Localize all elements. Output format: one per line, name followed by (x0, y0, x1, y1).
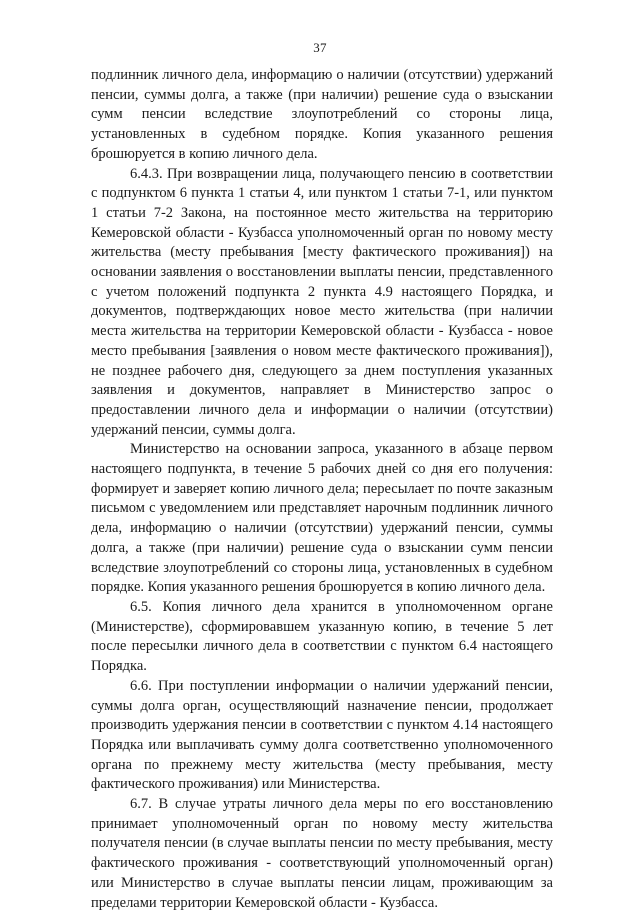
document-body (91, 66, 553, 913)
paragraph-continuation: подлинник личного дела, информацию о наличии (отсутствии) удержаний пенсии, суммы долга, а также (при наличии) решение суда о взыскании сумм пенсии вследствие злоупотреблений со стороны лица, установленных в судебном порядке. Копия указанного решения брошюруется в копию личного дела. (91, 67, 553, 162)
paragraph-6-5: 6.5. Копия личного дела хранится в уполномоченном органе (Министерстве), сформировавшем указанную копию, в течение 5 лет после пересылки личного дела в соответствии с пунктом 6.4 настоящего Порядка. (91, 598, 553, 675)
page-number: 37 (313, 40, 327, 55)
paragraph-6-6: 6.6. При поступлении информации о наличии удержаний пенсии, суммы долга орган, осуществляющий назначение пенсии, продолжает производить удержания пенсии в соответствии с пунктом 4.14 настоящего Порядка или выплачивать сумму долга соответственно уполномоченного органа по прежнему месту жительства (месту пребывания, месту фактического проживания) или Министерства. (91, 677, 553, 793)
paragraph-6-4-3: 6.4.3. При возвращении лица, получающего пенсию в соответствии с подпунктом 6 пункта 1 статьи 4, или пунктом 1 статьи 7-1, или пунктом 1 статьи 7-2 Закона, на постоянное место жительства на территорию Кемеровской области - Кузбасса уполномоченный орган по новому месту жительства (месту пребывания [месту фактического проживания]) на основании заявления о восстановлении выплаты пенсии, представленного с учетом положений подпункта 2 пункта 4.9 настоящего Порядка, и документов, подтверждающих новое место жительства (при наличии места жительства на территории Кемеровской области - Кузбасса - новое место пребывания [заявления о новом месте фактического проживания]), не позднее рабочего дня, следующего за днем поступления указанных заявления и документов, направляет в Министерство запрос о предоставлении личного дела и информации о наличии (отсутствии) удержаний пенсии, суммы долга. (91, 165, 553, 438)
paragraph-ministry-request: Министерство на основании запроса, указанного в абзаце первом настоящего подпункта, в течение 5 рабочих дней со дня его получения: формирует и заверяет копию личного дела; пересылает по почте заказным письмом с уведомлением или представляет нарочным подлинник личного дела, информацию о наличии (отсутствии) удержаний пенсии, суммы долга, а также (при наличии) решение суда о взыскании сумм пенсии вследствие злоупотреблений со стороны лица, установленных в судебном порядке. Копия указанного решения брошюруется в копию личного дела. (91, 441, 553, 596)
paragraph-6-7: 6.7. В случае утраты личного дела меры по его восстановлению принимает уполномоченный орган по новому месту жительства получателя пенсии (в случае выплаты пенсии по месту пребывания, месту фактического проживания - соответствующий уполномоченный орган) или Министерство в случае выплаты пенсии лицам, проживающим за пределами территории Кемеровской области - Кузбасса. (91, 796, 553, 911)
